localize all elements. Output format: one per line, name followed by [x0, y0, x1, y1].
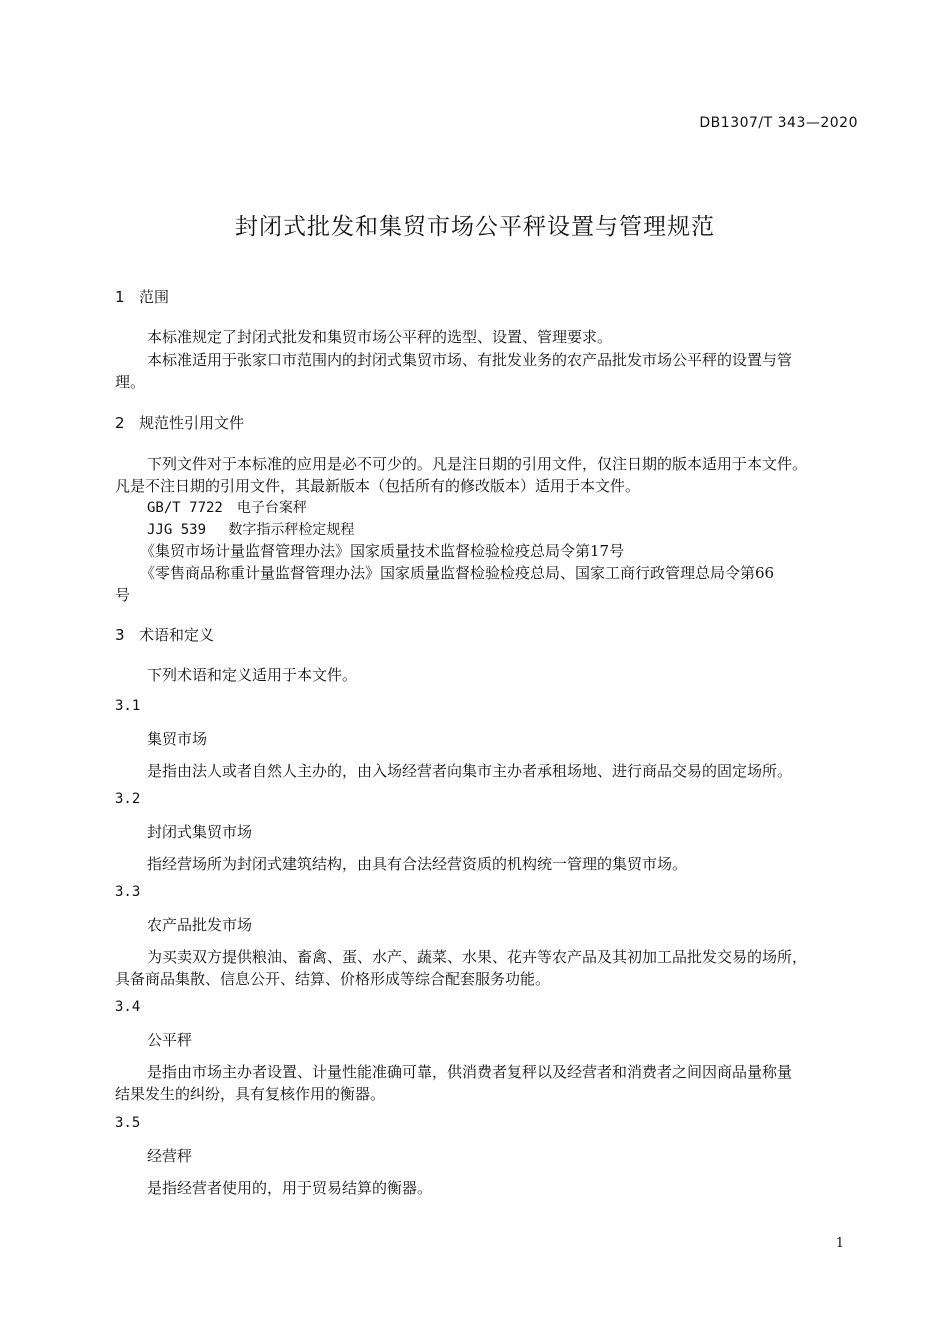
term-definition: 是指由法人或者自然人主办的，由入场经营者向集市主办者承租场地、进行商品交易的固定场所。 [147, 762, 793, 780]
term-number: 3.1 [115, 698, 141, 714]
section-2-heading [115, 412, 244, 433]
page-number: 1 [835, 1236, 844, 1251]
term-number: 3.5 [115, 1115, 141, 1131]
reference-item: 《集贸市场计量监督管理办法》国家质量技术监督检验检疫总局令第17号 [140, 542, 625, 560]
reference-item: JJG 539 数字指示秤检定规程 [147, 522, 355, 538]
term-number: 3.3 [115, 884, 141, 900]
reference-item: 《零售商品称重计量监督管理办法》国家质量监督检验检疫总局、国家工商行政管理总局令第66 [140, 564, 775, 582]
section-number: 3 [115, 626, 125, 644]
term-number: 3.2 [115, 791, 141, 807]
section-number: 1 [115, 288, 125, 306]
term-definition-continuation: 具备商品集散、信息公开、结算、价格形成等综合配套服务功能。 [115, 970, 551, 988]
term-definition-continuation: 结果发生的纠纷，具有复核作用的衡器。 [115, 1085, 386, 1103]
term-name: 经营秤 [147, 1147, 193, 1165]
section-title: 规范性引用文件 [139, 414, 245, 432]
term-name: 封闭式集贸市场 [147, 823, 253, 841]
standard-number: DB1307/T 343—2020 [699, 115, 858, 131]
document-title: 封闭式批发和集贸市场公平秤设置与管理规范 [235, 214, 715, 240]
term-definition: 是指由市场主办者设置、计量性能准确可靠，供消费者复秤以及经营者和消费者之间因商品量称量 [147, 1063, 793, 1081]
term-name: 农产品批发市场 [147, 916, 253, 934]
reference-continuation: 号 [115, 586, 131, 604]
reference-item: GB/T 7722 电子台案秤 [147, 500, 307, 516]
section-3-heading [115, 624, 214, 645]
paragraph: 下列术语和定义适用于本文件。 [147, 666, 358, 684]
paragraph: 下列文件对于本标准的应用是必不可少的。凡是注日期的引用文件，仅注日期的版本适用于本文件。 [147, 455, 808, 473]
term-name: 集贸市场 [147, 730, 208, 748]
paragraph-continuation: 凡是不注日期的引用文件，其最新版本（包括所有的修改版本）适用于本文件。 [115, 477, 641, 495]
section-number: 2 [115, 414, 125, 432]
section-title: 范围 [139, 288, 170, 306]
paragraph: 本标准适用于张家口市范围内的封闭式集贸市场、有批发业务的农产品批发市场公平秤的设置与管 [147, 351, 793, 369]
section-1-heading [115, 286, 169, 307]
term-definition: 是指经营者使用的，用于贸易结算的衡器。 [147, 1179, 433, 1197]
section-title: 术语和定义 [139, 626, 215, 644]
paragraph: 本标准规定了封闭式批发和集贸市场公平秤的选型、设置、管理要求。 [147, 328, 613, 346]
term-definition: 指经营场所为封闭式建筑结构，由具有合法经营资质的机构统一管理的集贸市场。 [147, 855, 688, 873]
paragraph-continuation: 理。 [115, 373, 146, 391]
term-definition: 为买卖双方提供粮油、畜禽、蛋、水产、蔬菜、水果、花卉等农产品及其初加工品批发交易的场所， [147, 948, 808, 966]
term-number: 3.4 [115, 999, 141, 1015]
term-name: 公平秤 [147, 1031, 193, 1049]
